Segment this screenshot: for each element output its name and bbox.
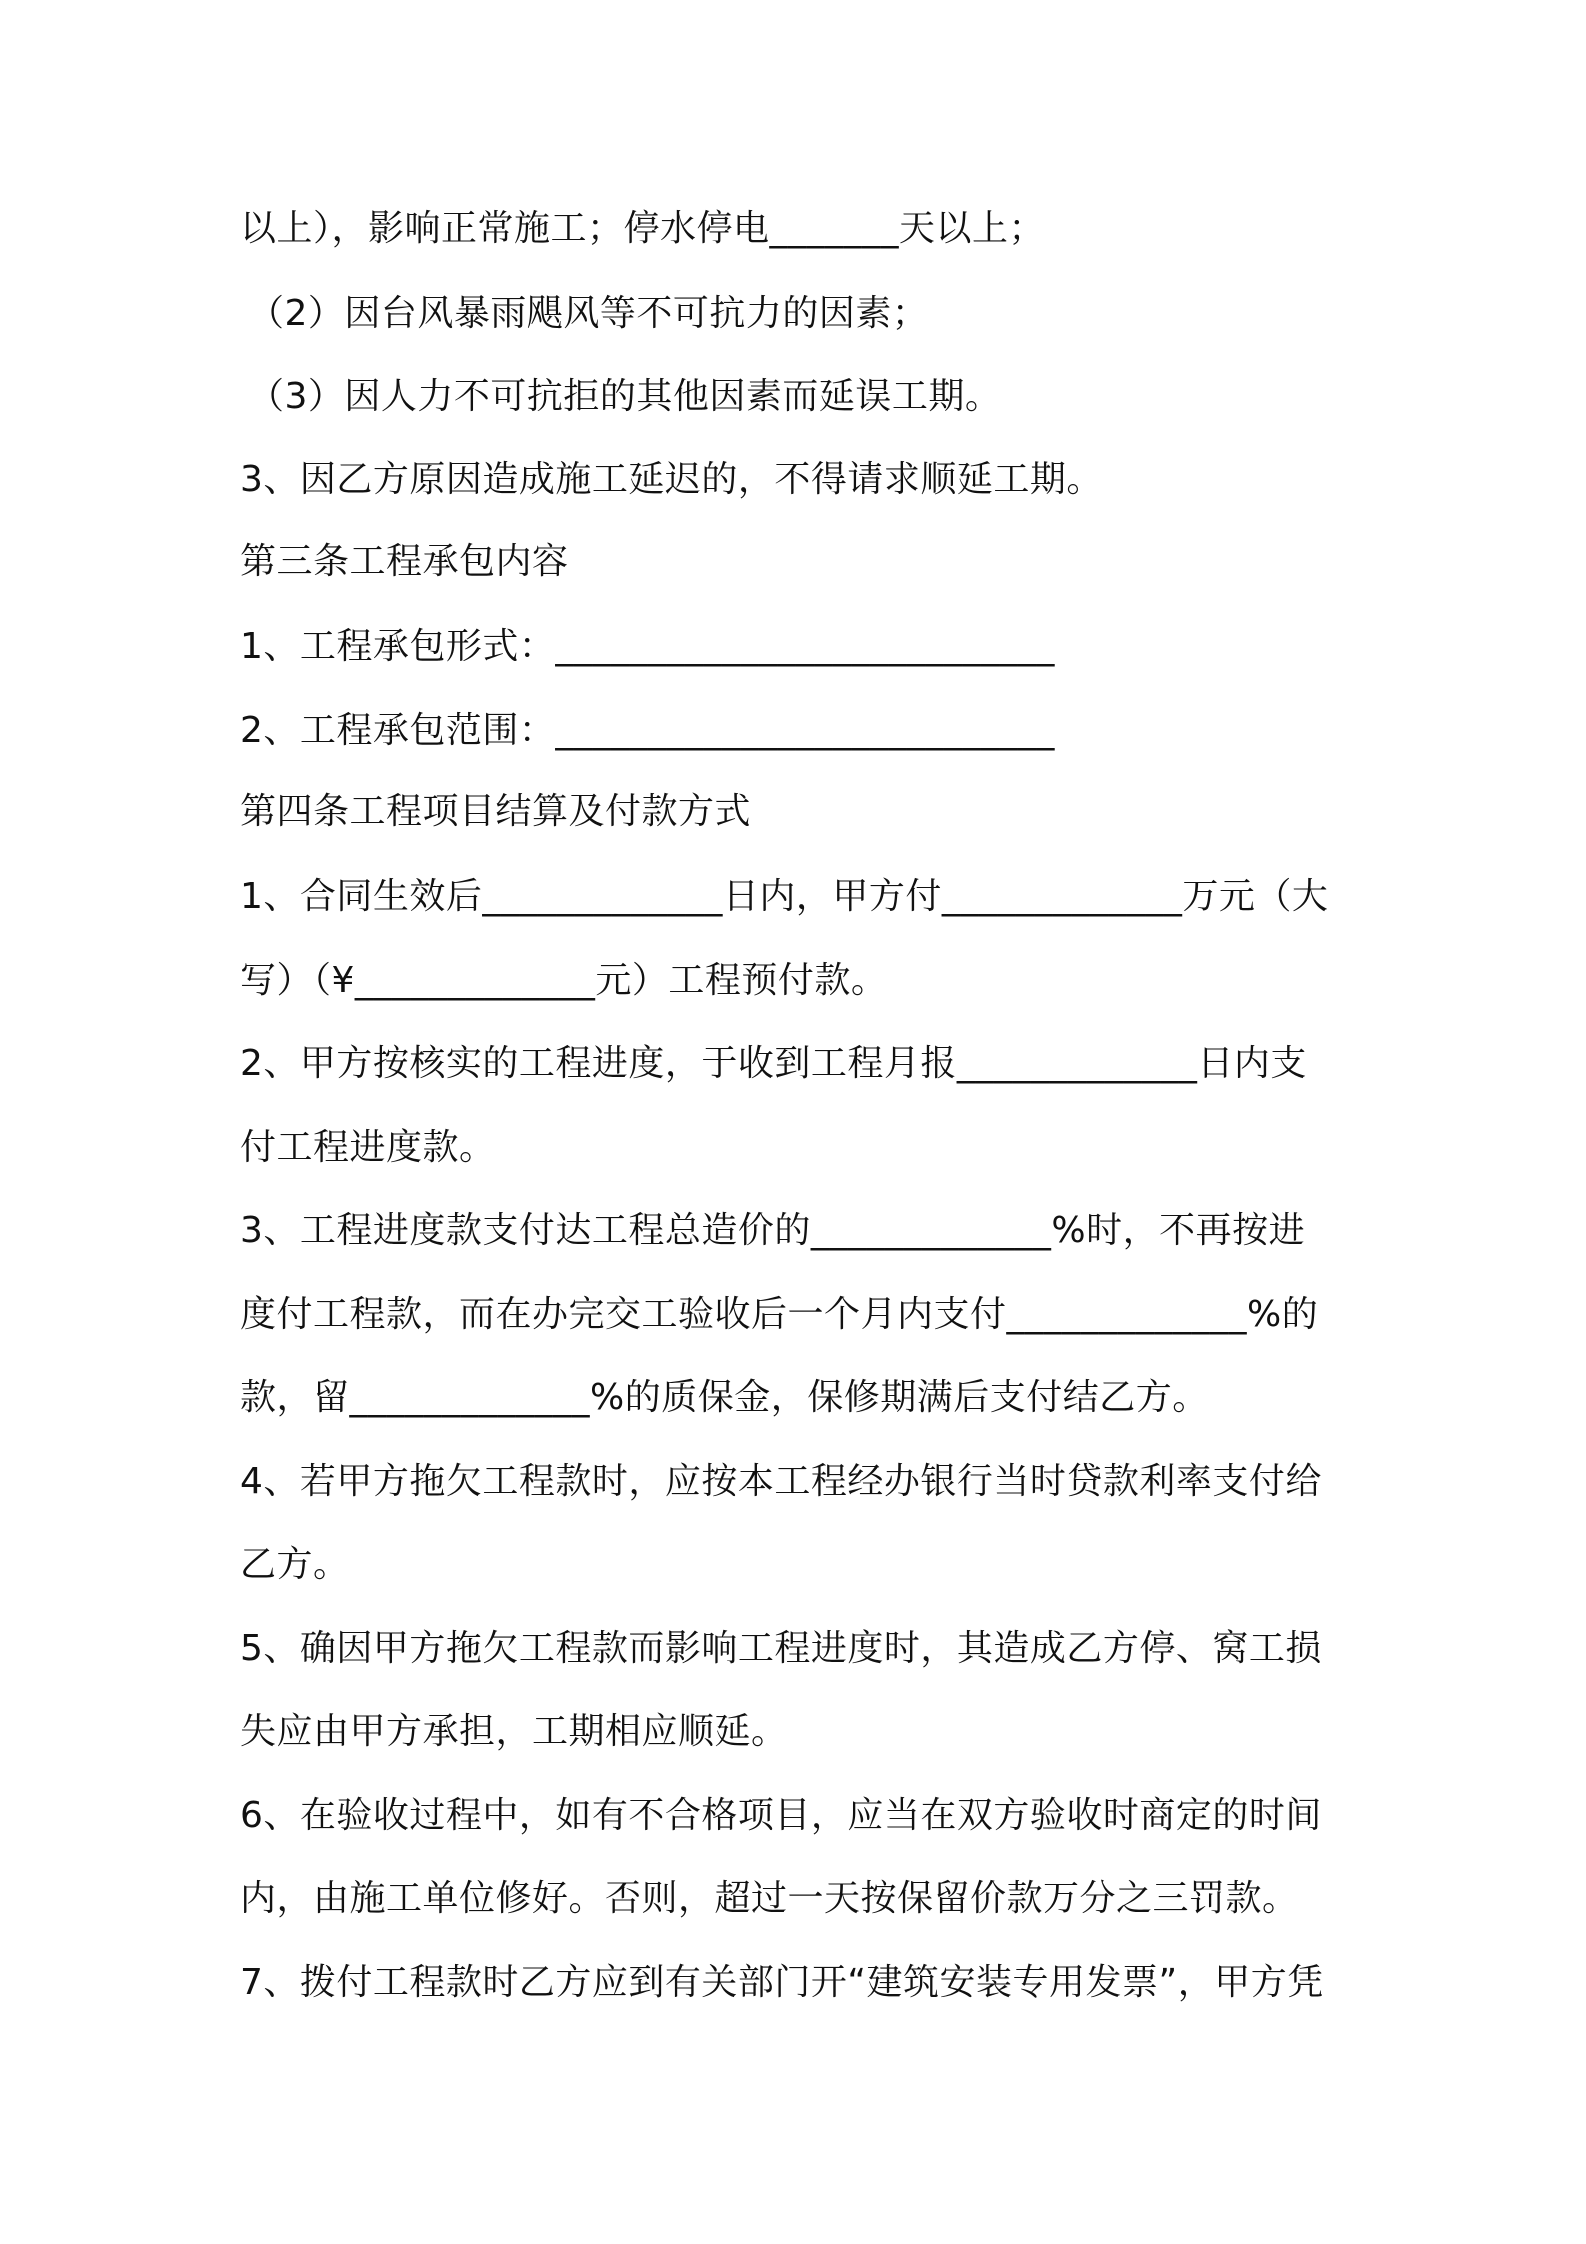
text-line: 1、合同生效后_____________日内，甲方付_____________万元（大 (240, 876, 1329, 917)
text-line: 2、甲方按核实的工程进度，于收到工程月报_____________日内支 (240, 1043, 1307, 1084)
text-line: 写）（¥_____________元）工程预付款。 (240, 960, 888, 1001)
text-line: 3、因乙方原因造成施工延迟的，不得请求顺延工期。 (240, 459, 1103, 500)
text-line: 5、确因甲方拖欠工程款而影响工程进度时，其造成乙方停、窝工损 (240, 1628, 1322, 1669)
text-line: 付工程进度款。 (240, 1127, 496, 1168)
text-line: 4、若甲方拖欠工程款时，应按本工程经办银行当时贷款利率支付给 (240, 1461, 1322, 1502)
text-line: 1、工程承包形式：___________________________ (240, 626, 1055, 667)
section-heading: 第三条工程承包内容 (240, 541, 569, 582)
text-line: 乙方。 (240, 1544, 350, 1585)
text-line: 6、在验收过程中，如有不合格项目，应当在双方验收时商定的时间 (240, 1795, 1322, 1836)
section-heading: 第四条工程项目结算及付款方式 (240, 791, 752, 832)
text-line: （2）因台风暴雨飓风等不可抗力的因素； (248, 293, 929, 334)
text-line: 度付工程款，而在办完交工验收后一个月内支付_____________%的 (240, 1294, 1319, 1335)
text-line: 内，由施工单位修好。否则，超过一天按保留价款万分之三罚款。 (240, 1878, 1299, 1919)
text-line: 7、拨付工程款时乙方应到有关部门开“建筑安装专用发票”，甲方凭 (240, 1962, 1324, 2003)
text-line: （3）因人力不可抗拒的其他因素而延误工期。 (248, 376, 1002, 417)
text-line: 3、工程进度款支付达工程总造价的_____________%时，不再按进 (240, 1210, 1306, 1251)
text-line: 2、工程承包范围：___________________________ (240, 710, 1055, 751)
text-line: 失应由甲方承担，工期相应顺延。 (240, 1711, 788, 1752)
text-line: 以上），影响正常施工；停水停电_______天以上； (240, 208, 1046, 249)
text-line: 款，留_____________%的质保金，保修期满后支付结乙方。 (240, 1377, 1209, 1418)
